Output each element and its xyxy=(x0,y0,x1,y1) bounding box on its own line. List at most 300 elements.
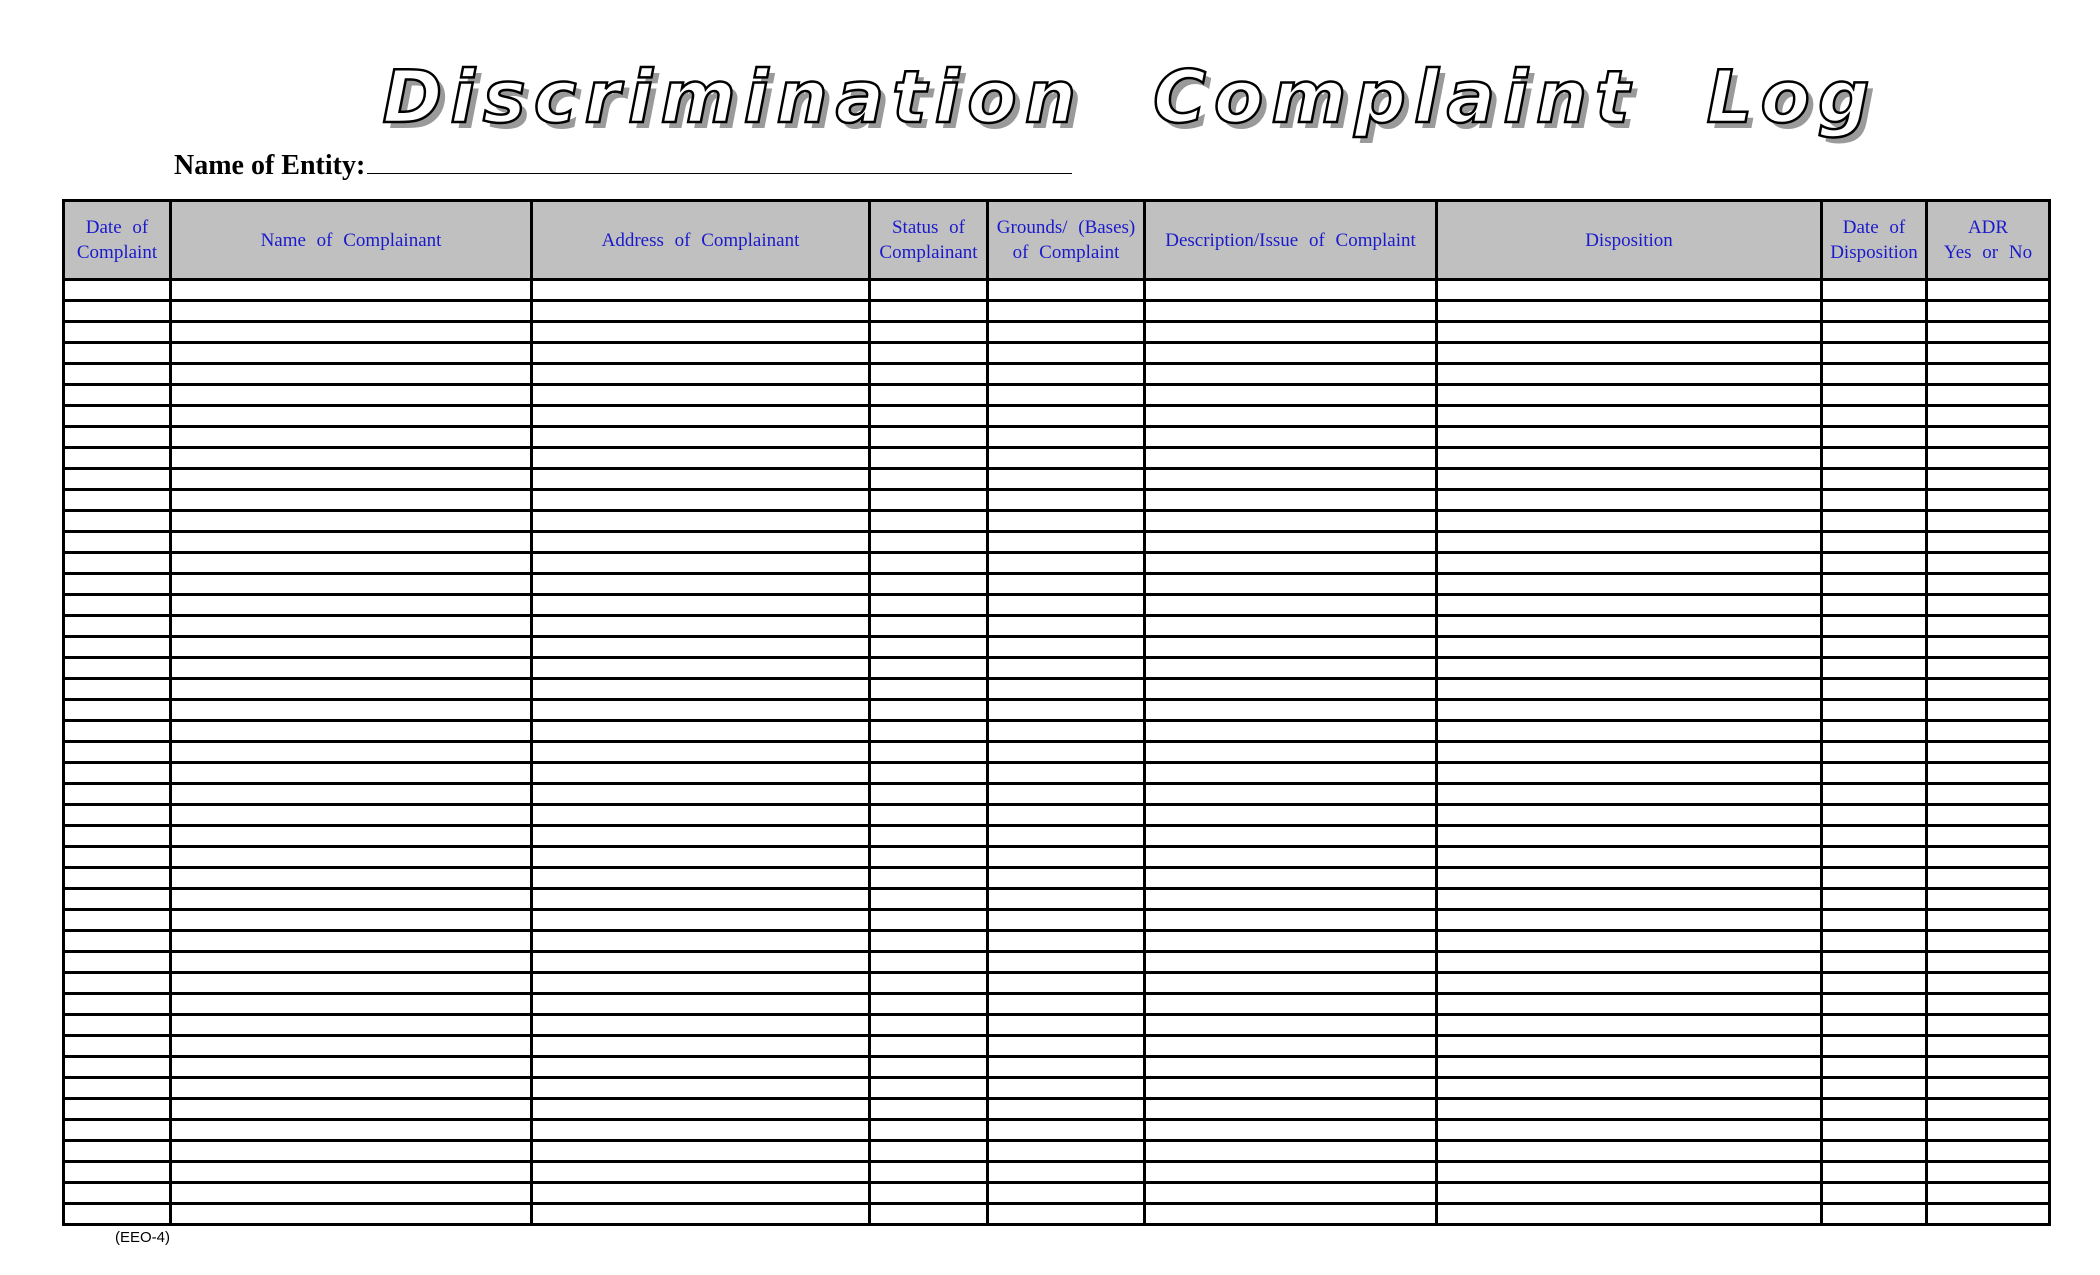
table-cell[interactable] xyxy=(64,1183,171,1204)
table-cell[interactable] xyxy=(1437,1036,1822,1057)
table-cell[interactable] xyxy=(171,658,532,679)
table-cell[interactable] xyxy=(1437,742,1822,763)
table-cell[interactable] xyxy=(870,826,988,847)
table-cell[interactable] xyxy=(1437,637,1822,658)
table-cell[interactable] xyxy=(870,385,988,406)
table-cell[interactable] xyxy=(64,280,171,301)
table-cell[interactable] xyxy=(64,322,171,343)
table-cell[interactable] xyxy=(1822,490,1927,511)
table-cell[interactable] xyxy=(1822,931,1927,952)
table-cell[interactable] xyxy=(1822,532,1927,553)
table-cell[interactable] xyxy=(1822,553,1927,574)
table-cell[interactable] xyxy=(1822,1078,1927,1099)
table-cell[interactable] xyxy=(64,553,171,574)
table-cell[interactable] xyxy=(1822,826,1927,847)
table-cell[interactable] xyxy=(870,490,988,511)
table-cell[interactable] xyxy=(1437,322,1822,343)
table-cell[interactable] xyxy=(171,1120,532,1141)
table-cell[interactable] xyxy=(870,343,988,364)
table-cell[interactable] xyxy=(870,406,988,427)
table-cell[interactable] xyxy=(64,511,171,532)
table-cell[interactable] xyxy=(1145,826,1437,847)
table-cell[interactable] xyxy=(1145,490,1437,511)
table-cell[interactable] xyxy=(64,784,171,805)
table-cell[interactable] xyxy=(870,742,988,763)
table-cell[interactable] xyxy=(1145,973,1437,994)
table-cell[interactable] xyxy=(1927,910,2050,931)
table-cell[interactable] xyxy=(532,637,870,658)
table-cell[interactable] xyxy=(64,490,171,511)
table-cell[interactable] xyxy=(64,973,171,994)
table-cell[interactable] xyxy=(1822,721,1927,742)
table-cell[interactable] xyxy=(870,1162,988,1183)
table-cell[interactable] xyxy=(171,763,532,784)
table-cell[interactable] xyxy=(870,364,988,385)
table-cell[interactable] xyxy=(532,448,870,469)
table-cell[interactable] xyxy=(171,448,532,469)
table-cell[interactable] xyxy=(1145,574,1437,595)
table-cell[interactable] xyxy=(64,637,171,658)
table-cell[interactable] xyxy=(171,427,532,448)
table-cell[interactable] xyxy=(988,1162,1145,1183)
table-cell[interactable] xyxy=(870,301,988,322)
table-cell[interactable] xyxy=(1822,322,1927,343)
table-cell[interactable] xyxy=(171,595,532,616)
table-cell[interactable] xyxy=(1437,994,1822,1015)
table-cell[interactable] xyxy=(988,574,1145,595)
table-cell[interactable] xyxy=(870,868,988,889)
table-cell[interactable] xyxy=(870,280,988,301)
table-cell[interactable] xyxy=(64,1078,171,1099)
table-cell[interactable] xyxy=(1822,952,1927,973)
table-cell[interactable] xyxy=(1145,1162,1437,1183)
table-cell[interactable] xyxy=(1927,322,2050,343)
table-cell[interactable] xyxy=(988,406,1145,427)
table-cell[interactable] xyxy=(171,280,532,301)
table-cell[interactable] xyxy=(171,532,532,553)
table-cell[interactable] xyxy=(988,679,1145,700)
table-cell[interactable] xyxy=(870,721,988,742)
table-cell[interactable] xyxy=(532,721,870,742)
table-cell[interactable] xyxy=(988,868,1145,889)
table-cell[interactable] xyxy=(532,1099,870,1120)
table-cell[interactable] xyxy=(1437,469,1822,490)
table-cell[interactable] xyxy=(988,826,1145,847)
table-cell[interactable] xyxy=(532,595,870,616)
table-cell[interactable] xyxy=(1437,1099,1822,1120)
table-cell[interactable] xyxy=(64,574,171,595)
table-cell[interactable] xyxy=(1927,616,2050,637)
table-cell[interactable] xyxy=(870,889,988,910)
table-cell[interactable] xyxy=(988,490,1145,511)
table-cell[interactable] xyxy=(64,385,171,406)
table-cell[interactable] xyxy=(1822,889,1927,910)
table-cell[interactable] xyxy=(870,1099,988,1120)
table-cell[interactable] xyxy=(1145,343,1437,364)
table-cell[interactable] xyxy=(870,1057,988,1078)
table-cell[interactable] xyxy=(64,616,171,637)
table-cell[interactable] xyxy=(532,574,870,595)
table-cell[interactable] xyxy=(988,889,1145,910)
table-cell[interactable] xyxy=(988,1078,1145,1099)
table-cell[interactable] xyxy=(171,952,532,973)
table-cell[interactable] xyxy=(1145,763,1437,784)
table-cell[interactable] xyxy=(1437,973,1822,994)
table-cell[interactable] xyxy=(870,427,988,448)
table-cell[interactable] xyxy=(532,385,870,406)
table-cell[interactable] xyxy=(988,805,1145,826)
table-cell[interactable] xyxy=(64,364,171,385)
table-cell[interactable] xyxy=(532,952,870,973)
table-cell[interactable] xyxy=(870,994,988,1015)
table-cell[interactable] xyxy=(870,910,988,931)
table-cell[interactable] xyxy=(1437,406,1822,427)
table-cell[interactable] xyxy=(1822,364,1927,385)
table-cell[interactable] xyxy=(532,427,870,448)
table-cell[interactable] xyxy=(1437,280,1822,301)
table-cell[interactable] xyxy=(64,700,171,721)
table-cell[interactable] xyxy=(1822,1015,1927,1036)
table-cell[interactable] xyxy=(171,1015,532,1036)
table-cell[interactable] xyxy=(1822,574,1927,595)
table-cell[interactable] xyxy=(988,343,1145,364)
table-cell[interactable] xyxy=(988,742,1145,763)
table-cell[interactable] xyxy=(1822,847,1927,868)
table-cell[interactable] xyxy=(1437,763,1822,784)
table-cell[interactable] xyxy=(1822,301,1927,322)
table-cell[interactable] xyxy=(870,658,988,679)
table-cell[interactable] xyxy=(171,910,532,931)
table-cell[interactable] xyxy=(1145,931,1437,952)
table-cell[interactable] xyxy=(1145,910,1437,931)
table-cell[interactable] xyxy=(171,1141,532,1162)
table-cell[interactable] xyxy=(988,469,1145,490)
table-cell[interactable] xyxy=(1822,406,1927,427)
table-cell[interactable] xyxy=(1437,616,1822,637)
table-cell[interactable] xyxy=(532,742,870,763)
table-cell[interactable] xyxy=(1927,700,2050,721)
table-cell[interactable] xyxy=(988,385,1145,406)
table-cell[interactable] xyxy=(988,322,1145,343)
table-cell[interactable] xyxy=(1437,931,1822,952)
table-cell[interactable] xyxy=(1927,805,2050,826)
table-cell[interactable] xyxy=(1822,1183,1927,1204)
table-cell[interactable] xyxy=(171,973,532,994)
table-cell[interactable] xyxy=(532,679,870,700)
table-cell[interactable] xyxy=(870,448,988,469)
table-cell[interactable] xyxy=(1437,1057,1822,1078)
table-cell[interactable] xyxy=(1822,1141,1927,1162)
table-cell[interactable] xyxy=(64,868,171,889)
table-cell[interactable] xyxy=(171,574,532,595)
table-cell[interactable] xyxy=(171,364,532,385)
table-cell[interactable] xyxy=(1927,1162,2050,1183)
table-cell[interactable] xyxy=(988,280,1145,301)
table-cell[interactable] xyxy=(1927,973,2050,994)
table-cell[interactable] xyxy=(171,1099,532,1120)
table-cell[interactable] xyxy=(64,1099,171,1120)
table-cell[interactable] xyxy=(1145,1120,1437,1141)
table-cell[interactable] xyxy=(532,406,870,427)
table-cell[interactable] xyxy=(532,889,870,910)
table-cell[interactable] xyxy=(1927,847,2050,868)
table-cell[interactable] xyxy=(1145,301,1437,322)
table-cell[interactable] xyxy=(1822,1162,1927,1183)
table-cell[interactable] xyxy=(1927,889,2050,910)
table-cell[interactable] xyxy=(532,931,870,952)
table-cell[interactable] xyxy=(1822,448,1927,469)
table-cell[interactable] xyxy=(1927,784,2050,805)
table-cell[interactable] xyxy=(988,301,1145,322)
table-cell[interactable] xyxy=(1822,427,1927,448)
table-cell[interactable] xyxy=(1927,1204,2050,1225)
table-cell[interactable] xyxy=(1145,700,1437,721)
entity-name-blank[interactable] xyxy=(367,151,1072,174)
table-cell[interactable] xyxy=(988,511,1145,532)
table-cell[interactable] xyxy=(870,1141,988,1162)
table-cell[interactable] xyxy=(64,448,171,469)
table-cell[interactable] xyxy=(1927,931,2050,952)
table-cell[interactable] xyxy=(1822,616,1927,637)
table-cell[interactable] xyxy=(1145,721,1437,742)
table-cell[interactable] xyxy=(64,763,171,784)
table-cell[interactable] xyxy=(64,301,171,322)
table-cell[interactable] xyxy=(1145,1141,1437,1162)
table-cell[interactable] xyxy=(1145,1057,1437,1078)
table-cell[interactable] xyxy=(1437,511,1822,532)
table-cell[interactable] xyxy=(64,595,171,616)
table-cell[interactable] xyxy=(1145,784,1437,805)
table-cell[interactable] xyxy=(1145,595,1437,616)
table-cell[interactable] xyxy=(532,1120,870,1141)
table-cell[interactable] xyxy=(64,427,171,448)
table-cell[interactable] xyxy=(171,637,532,658)
table-cell[interactable] xyxy=(988,1099,1145,1120)
table-cell[interactable] xyxy=(988,448,1145,469)
table-cell[interactable] xyxy=(532,322,870,343)
table-cell[interactable] xyxy=(171,826,532,847)
table-cell[interactable] xyxy=(1927,385,2050,406)
table-cell[interactable] xyxy=(1437,952,1822,973)
table-cell[interactable] xyxy=(64,1015,171,1036)
table-cell[interactable] xyxy=(988,1057,1145,1078)
table-cell[interactable] xyxy=(1822,385,1927,406)
table-cell[interactable] xyxy=(1145,805,1437,826)
table-cell[interactable] xyxy=(532,1036,870,1057)
table-cell[interactable] xyxy=(171,616,532,637)
table-cell[interactable] xyxy=(1145,448,1437,469)
table-cell[interactable] xyxy=(171,700,532,721)
table-cell[interactable] xyxy=(532,1141,870,1162)
table-cell[interactable] xyxy=(532,553,870,574)
table-cell[interactable] xyxy=(870,1078,988,1099)
table-cell[interactable] xyxy=(1822,742,1927,763)
table-cell[interactable] xyxy=(64,406,171,427)
table-cell[interactable] xyxy=(532,847,870,868)
table-cell[interactable] xyxy=(1927,679,2050,700)
table-cell[interactable] xyxy=(171,553,532,574)
table-cell[interactable] xyxy=(988,1204,1145,1225)
table-cell[interactable] xyxy=(171,679,532,700)
table-cell[interactable] xyxy=(1437,1183,1822,1204)
table-cell[interactable] xyxy=(171,931,532,952)
table-cell[interactable] xyxy=(1927,763,2050,784)
table-cell[interactable] xyxy=(1927,994,2050,1015)
table-cell[interactable] xyxy=(171,889,532,910)
table-cell[interactable] xyxy=(64,889,171,910)
table-cell[interactable] xyxy=(64,994,171,1015)
table-cell[interactable] xyxy=(171,1204,532,1225)
table-cell[interactable] xyxy=(1145,742,1437,763)
table-cell[interactable] xyxy=(171,343,532,364)
table-cell[interactable] xyxy=(988,1036,1145,1057)
table-cell[interactable] xyxy=(1145,994,1437,1015)
table-cell[interactable] xyxy=(988,1015,1145,1036)
table-cell[interactable] xyxy=(1437,784,1822,805)
table-cell[interactable] xyxy=(1145,553,1437,574)
table-cell[interactable] xyxy=(870,931,988,952)
table-cell[interactable] xyxy=(171,868,532,889)
table-cell[interactable] xyxy=(1822,1057,1927,1078)
table-cell[interactable] xyxy=(1145,1099,1437,1120)
table-cell[interactable] xyxy=(1437,448,1822,469)
table-cell[interactable] xyxy=(1145,364,1437,385)
table-cell[interactable] xyxy=(1822,763,1927,784)
table-cell[interactable] xyxy=(171,322,532,343)
table-cell[interactable] xyxy=(171,1036,532,1057)
table-cell[interactable] xyxy=(988,364,1145,385)
table-cell[interactable] xyxy=(1145,1183,1437,1204)
table-cell[interactable] xyxy=(1437,364,1822,385)
table-cell[interactable] xyxy=(1927,511,2050,532)
table-cell[interactable] xyxy=(1927,868,2050,889)
table-cell[interactable] xyxy=(988,595,1145,616)
table-cell[interactable] xyxy=(870,679,988,700)
table-cell[interactable] xyxy=(1145,1036,1437,1057)
table-cell[interactable] xyxy=(870,1120,988,1141)
table-cell[interactable] xyxy=(1822,280,1927,301)
table-cell[interactable] xyxy=(64,910,171,931)
table-cell[interactable] xyxy=(1437,427,1822,448)
table-cell[interactable] xyxy=(532,1183,870,1204)
table-cell[interactable] xyxy=(532,343,870,364)
table-cell[interactable] xyxy=(1822,1099,1927,1120)
table-cell[interactable] xyxy=(988,847,1145,868)
table-cell[interactable] xyxy=(171,742,532,763)
table-cell[interactable] xyxy=(1145,532,1437,553)
table-cell[interactable] xyxy=(532,1057,870,1078)
table-cell[interactable] xyxy=(64,1057,171,1078)
table-cell[interactable] xyxy=(1927,826,2050,847)
table-cell[interactable] xyxy=(171,784,532,805)
table-cell[interactable] xyxy=(1437,1078,1822,1099)
table-cell[interactable] xyxy=(1145,1015,1437,1036)
table-cell[interactable] xyxy=(1145,385,1437,406)
table-cell[interactable] xyxy=(1927,1078,2050,1099)
table-cell[interactable] xyxy=(1822,658,1927,679)
table-cell[interactable] xyxy=(988,1120,1145,1141)
table-cell[interactable] xyxy=(171,847,532,868)
table-cell[interactable] xyxy=(1437,1015,1822,1036)
table-cell[interactable] xyxy=(171,805,532,826)
table-cell[interactable] xyxy=(1822,910,1927,931)
table-cell[interactable] xyxy=(1822,1120,1927,1141)
table-cell[interactable] xyxy=(532,616,870,637)
table-cell[interactable] xyxy=(1145,406,1437,427)
table-cell[interactable] xyxy=(1437,343,1822,364)
table-cell[interactable] xyxy=(1822,595,1927,616)
table-cell[interactable] xyxy=(988,553,1145,574)
table-cell[interactable] xyxy=(870,1015,988,1036)
table-cell[interactable] xyxy=(988,658,1145,679)
table-cell[interactable] xyxy=(870,805,988,826)
table-cell[interactable] xyxy=(1927,427,2050,448)
table-cell[interactable] xyxy=(64,931,171,952)
table-cell[interactable] xyxy=(171,1183,532,1204)
table-cell[interactable] xyxy=(988,721,1145,742)
table-cell[interactable] xyxy=(1927,553,2050,574)
table-cell[interactable] xyxy=(1145,616,1437,637)
table-cell[interactable] xyxy=(870,847,988,868)
table-cell[interactable] xyxy=(532,994,870,1015)
table-cell[interactable] xyxy=(1145,889,1437,910)
table-cell[interactable] xyxy=(1145,637,1437,658)
table-cell[interactable] xyxy=(532,490,870,511)
table-cell[interactable] xyxy=(1437,1204,1822,1225)
table-cell[interactable] xyxy=(171,469,532,490)
table-cell[interactable] xyxy=(1437,532,1822,553)
table-cell[interactable] xyxy=(532,1015,870,1036)
table-cell[interactable] xyxy=(988,616,1145,637)
table-cell[interactable] xyxy=(532,301,870,322)
table-cell[interactable] xyxy=(870,700,988,721)
table-cell[interactable] xyxy=(988,1183,1145,1204)
table-cell[interactable] xyxy=(1145,1078,1437,1099)
table-cell[interactable] xyxy=(1927,490,2050,511)
table-cell[interactable] xyxy=(1927,448,2050,469)
table-cell[interactable] xyxy=(1145,1204,1437,1225)
table-cell[interactable] xyxy=(1437,385,1822,406)
table-cell[interactable] xyxy=(64,952,171,973)
table-cell[interactable] xyxy=(1822,511,1927,532)
table-cell[interactable] xyxy=(1927,1036,2050,1057)
table-cell[interactable] xyxy=(1927,1141,2050,1162)
table-cell[interactable] xyxy=(532,532,870,553)
table-cell[interactable] xyxy=(870,1036,988,1057)
table-cell[interactable] xyxy=(532,973,870,994)
table-cell[interactable] xyxy=(1927,637,2050,658)
table-cell[interactable] xyxy=(64,1036,171,1057)
table-cell[interactable] xyxy=(171,490,532,511)
table-cell[interactable] xyxy=(64,343,171,364)
table-cell[interactable] xyxy=(532,784,870,805)
table-cell[interactable] xyxy=(988,784,1145,805)
table-cell[interactable] xyxy=(1145,952,1437,973)
table-cell[interactable] xyxy=(1145,280,1437,301)
table-cell[interactable] xyxy=(1145,322,1437,343)
table-cell[interactable] xyxy=(532,700,870,721)
table-cell[interactable] xyxy=(532,658,870,679)
table-cell[interactable] xyxy=(988,910,1145,931)
table-cell[interactable] xyxy=(532,511,870,532)
table-cell[interactable] xyxy=(988,994,1145,1015)
table-cell[interactable] xyxy=(171,385,532,406)
table-cell[interactable] xyxy=(870,784,988,805)
table-cell[interactable] xyxy=(171,1057,532,1078)
table-cell[interactable] xyxy=(1927,595,2050,616)
table-cell[interactable] xyxy=(64,1141,171,1162)
table-cell[interactable] xyxy=(1437,910,1822,931)
